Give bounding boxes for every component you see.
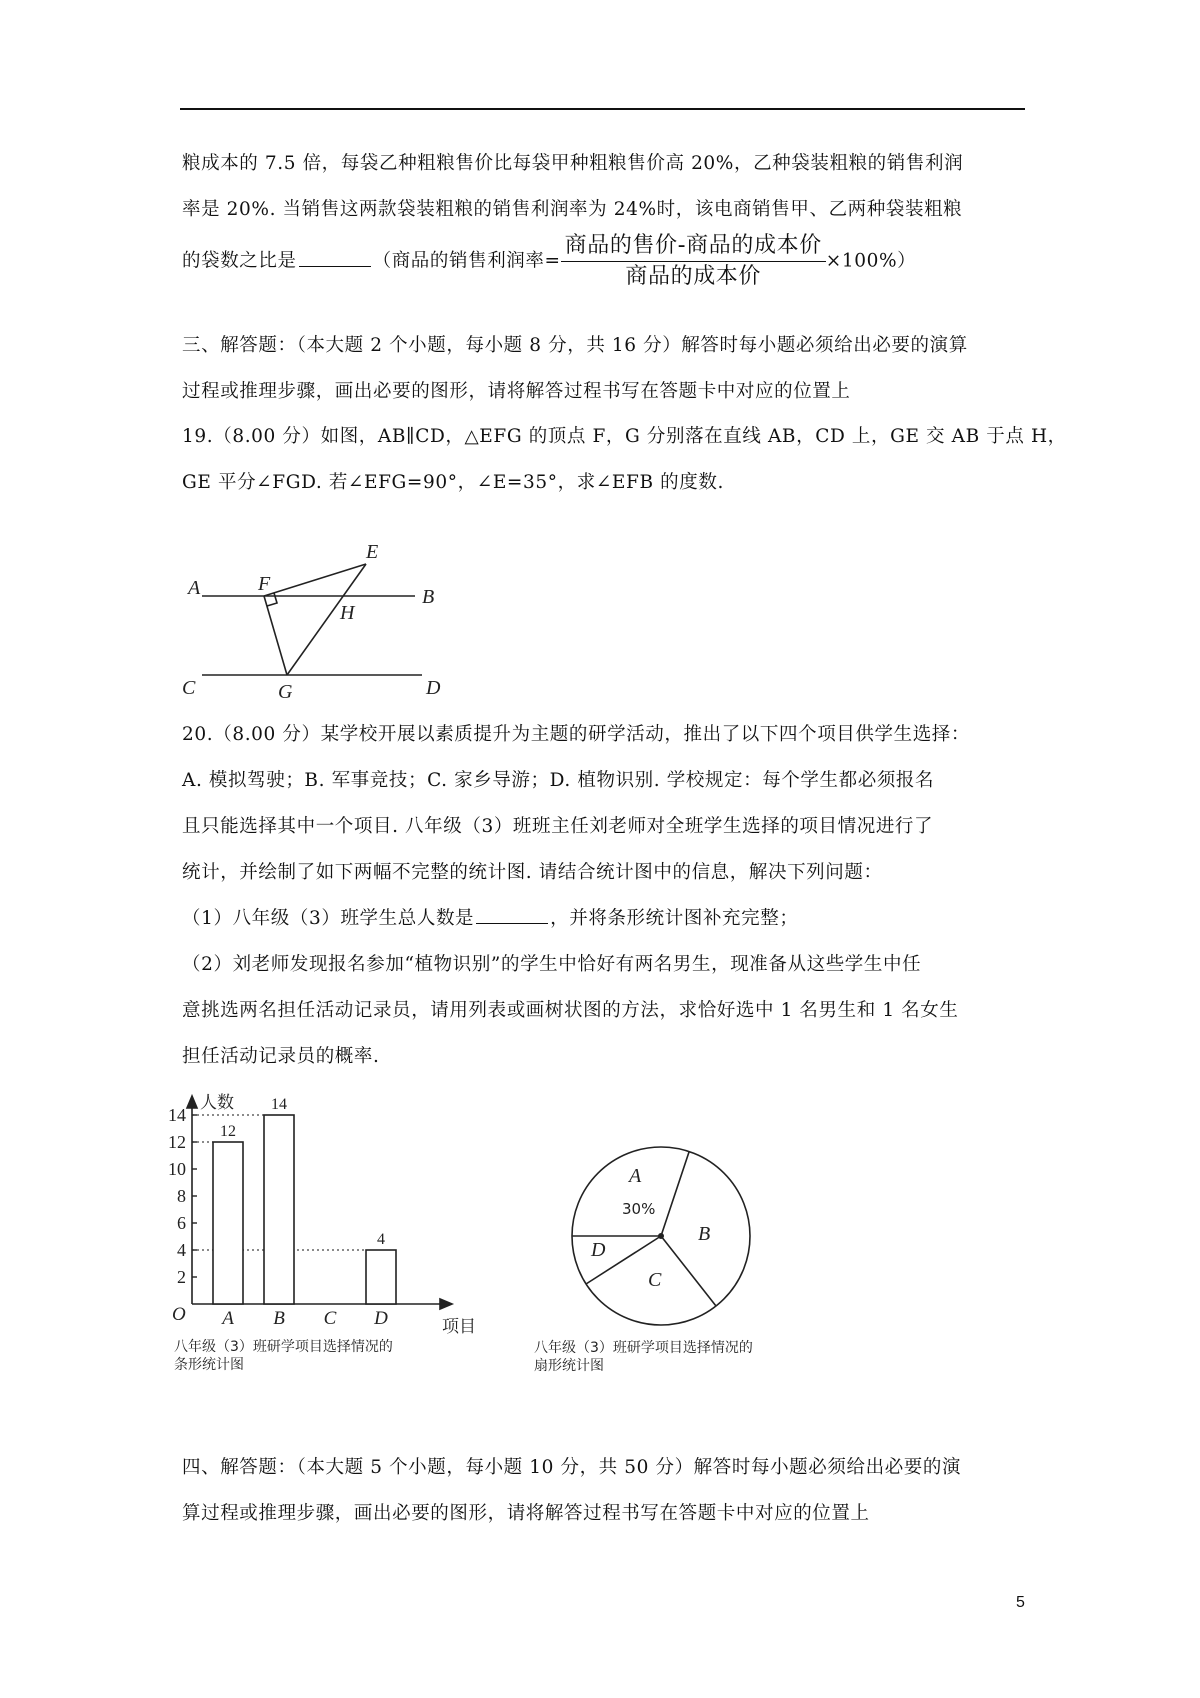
question-20 <box>182 712 1027 1080</box>
pie-divider-b-c <box>661 1236 716 1306</box>
bar-value-label: 14 <box>271 1096 287 1113</box>
section-4-heading <box>182 1445 1027 1537</box>
pie-chart-caption-line-2: 扇形统计图 <box>534 1358 604 1374</box>
label-a: A <box>188 577 201 599</box>
x-axis-title: 项目 <box>442 1317 476 1337</box>
bar-value-label: 12 <box>220 1123 236 1140</box>
label-f: F <box>258 573 271 595</box>
fraction-numerator: 商品的售价-商品的成本价 <box>561 233 826 262</box>
x-category-label: D <box>374 1308 388 1329</box>
pie-chart <box>530 1126 830 1386</box>
q20-line-4: 统计，并绘制了如下两幅不完整的统计图. 请结合统计图中的信息，解决下列问题： <box>182 862 883 883</box>
origin-label: O <box>172 1304 186 1325</box>
q20-part-2-line-2: 意挑选两名担任活动记录员，请用列表或画树状图的方法，求恰好选中 1 名男生和 1 名女生 <box>182 1000 959 1021</box>
y-axis-title: 人数 <box>200 1093 234 1113</box>
pie-label-b: B <box>698 1223 711 1245</box>
label-c: C <box>182 677 196 699</box>
q20-answer-blank[interactable] <box>476 903 548 924</box>
q18-line-3 <box>182 233 1027 290</box>
label-e: E <box>366 541 379 563</box>
pie-center-dot <box>658 1233 664 1239</box>
pie-chart-caption-line-1: 八年级（3）班研学项目选择情况的 <box>534 1340 753 1356</box>
q19-line-1: 19.（8.00 分）如图，AB∥CD，△EFG 的顶点 F，G 分别落在直线 AB，CD 上，GE 交 AB 于点 H， <box>182 426 1067 447</box>
pie-divider-a-b <box>661 1152 689 1236</box>
q20-part-1 <box>182 896 1027 942</box>
label-d: D <box>426 677 441 699</box>
x-axis-arrow <box>440 1299 452 1309</box>
y-tick-label: 8 <box>177 1186 186 1206</box>
y-tick-label: 14 <box>168 1105 186 1125</box>
y-tick-label: 12 <box>168 1132 186 1152</box>
section-3-line-2: 过程或推理步骤，画出必要的图形，请将解答过程书写在答题卡中对应的位置上 <box>182 381 851 402</box>
q20-part-2-line-3: 担任活动记录员的概率. <box>182 1046 380 1067</box>
page-number: 5 <box>1016 1594 1025 1611</box>
header-rule <box>180 108 1025 110</box>
y-tick-label: 4 <box>177 1240 186 1260</box>
geometry-figure <box>180 538 460 708</box>
q20-line-2: A. 模拟驾驶；B. 军事竞技；C. 家乡导游；D. 植物识别. 学校规定：每个学生都必须报名 <box>182 770 935 791</box>
bar-chart-caption-line-2: 条形统计图 <box>174 1357 244 1373</box>
x-category-label: A <box>222 1308 234 1329</box>
x-category-label: C <box>323 1308 337 1329</box>
y-axis-arrow <box>187 1096 197 1108</box>
section-4-line-2: 算过程或推理步骤，画出必要的图形，请将解答过程书写在答题卡中对应的位置上 <box>182 1503 870 1524</box>
y-tick-label: 10 <box>168 1159 186 1179</box>
bar-d <box>366 1250 396 1304</box>
pie-label-a: A <box>629 1165 642 1187</box>
q18-line-3-prefix: 的袋数之比是 <box>182 250 297 272</box>
q20-part-1-suffix: ，并将条形统计图补充完整； <box>550 908 799 929</box>
pie-label-c: C <box>648 1269 662 1291</box>
section-4-line-1: 四、解答题：（本大题 5 个小题，每小题 10 分，共 50 分）解答时每小题必须给出必要的演 <box>182 1457 962 1478</box>
section-3-line-1: 三、解答题：（本大题 2 个小题，每小题 8 分，共 16 分）解答时每小题必须给出必要的演算 <box>182 335 968 356</box>
y-tick-label: 2 <box>177 1267 186 1287</box>
q20-part-2-line-1: （2）刘老师发现报名参加“植物识别”的学生中恰好有两名男生，现准备从这些学生中任 <box>182 954 922 975</box>
q18-line-2: 率是 20%. 当销售这两款袋装粗粮的销售利润率为 24%时，该电商销售甲、乙两种袋装粗粮 <box>182 199 963 220</box>
bar-b <box>264 1115 294 1304</box>
q18-answer-blank[interactable] <box>299 246 371 267</box>
question-18-continuation <box>182 141 1027 290</box>
profit-rate-fraction <box>561 233 826 290</box>
label-g: G <box>278 681 293 703</box>
bar-chart-caption-line-1: 八年级（3）班研学项目选择情况的 <box>174 1339 393 1355</box>
q20-part-1-prefix: （1）八年级（3）班学生总人数是 <box>182 908 475 929</box>
pie-percent-a: 30% <box>622 1200 656 1218</box>
segment-fg <box>264 596 287 675</box>
x-category-label: B <box>273 1308 285 1329</box>
q20-line-3: 且只能选择其中一个项目. 八年级（3）班班主任刘老师对全班学生选择的项目情况进行了 <box>182 816 934 837</box>
segment-fe <box>264 564 366 596</box>
bar-chart <box>170 1086 490 1376</box>
section-3-heading <box>182 323 1027 415</box>
label-h: H <box>340 602 355 624</box>
q18-line-3-suffix: ×100%） <box>825 250 917 272</box>
q18-line-1: 粮成本的 7.5 倍，每袋乙种粗粮售价比每袋甲种粗粮售价高 20%，乙种袋装粗粮的销售利润 <box>182 153 964 174</box>
y-tick-label: 6 <box>177 1213 186 1233</box>
q20-line-1: 20.（8.00 分）某学校开展以素质提升为主题的研学活动，推出了以下四个项目供学生选择： <box>182 724 970 745</box>
question-19 <box>182 414 1067 506</box>
label-b: B <box>422 586 435 608</box>
bar-a <box>213 1142 243 1304</box>
pie-label-d: D <box>591 1239 606 1261</box>
q19-line-2: GE 平分∠FGD. 若∠EFG=90°，∠E=35°，求∠EFB 的度数. <box>182 472 724 493</box>
bar-value-label: 4 <box>377 1231 385 1248</box>
q18-line-3-mid: （商品的销售利润率= <box>372 250 561 272</box>
fraction-denominator: 商品的成本价 <box>625 264 761 289</box>
